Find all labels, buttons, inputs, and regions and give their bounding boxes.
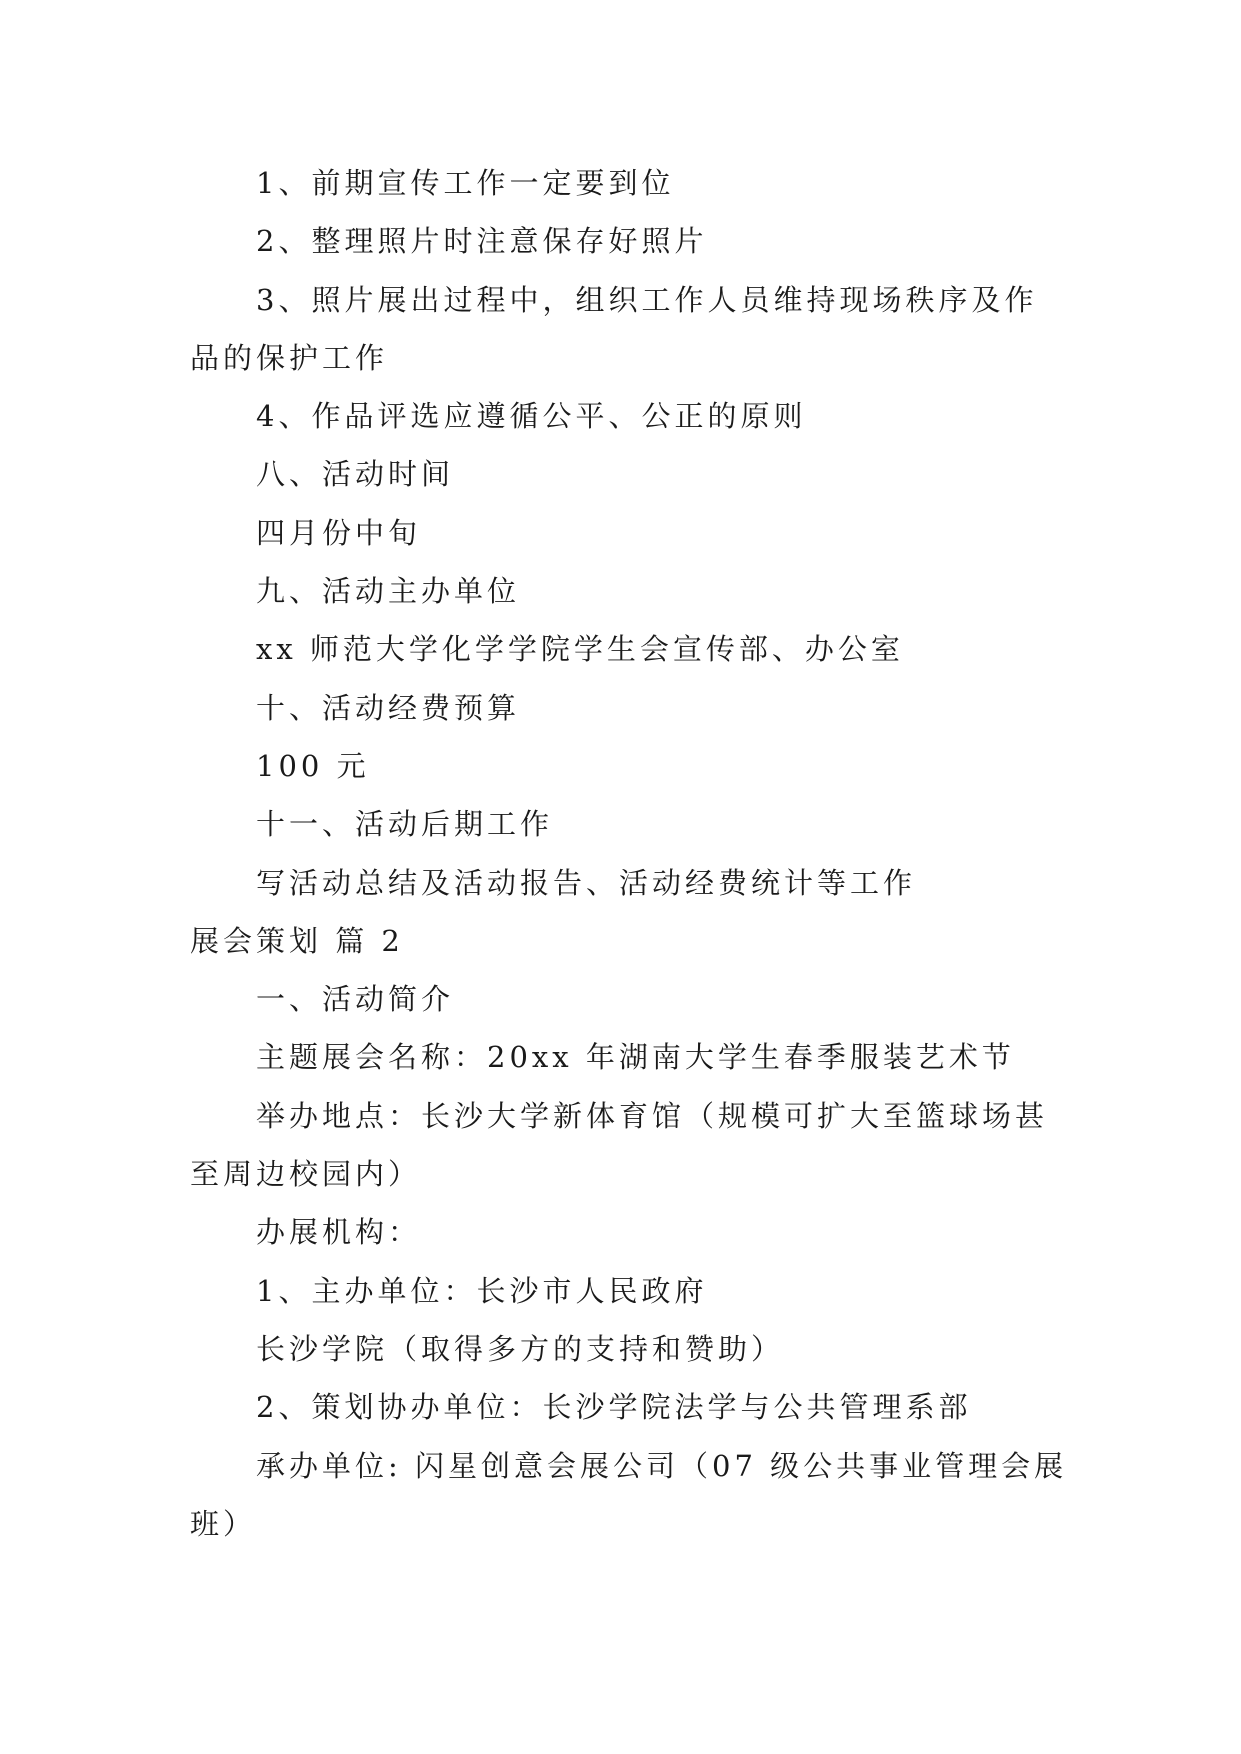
co-organizer-text: 2、策划协办单位：长沙学院法学与公共管理系部 bbox=[256, 1390, 972, 1425]
undertaker-text: 承办单位: 闪星创意会展公司（07 级公共事业管理会展 bbox=[256, 1448, 1068, 1483]
document-body bbox=[190, 154, 1068, 1553]
list-item-3-continued: 品的保护工作 bbox=[190, 340, 389, 375]
venue-text: 举办地点：长沙大学新体育馆（规模可扩大至篮球场甚 bbox=[256, 1098, 1049, 1133]
section-heading-budget: 十、活动经费预算 bbox=[256, 690, 521, 725]
section-heading-organizer: 九、活动主办单位 bbox=[256, 574, 521, 609]
activity-time-text: 四月份中旬 bbox=[256, 515, 422, 550]
budget-text: 100 元 bbox=[256, 748, 370, 783]
venue-text-continued: 至周边校园内） bbox=[190, 1157, 422, 1192]
list-item-3: 3、照片展出过程中，组织工作人员维持现场秩序及作 bbox=[256, 282, 1038, 317]
undertaker-text-continued: 班） bbox=[190, 1506, 257, 1541]
organizer-text: xx 师范大学化学学院学生会宣传部、办公室 bbox=[256, 632, 904, 667]
section-heading-intro: 一、活动简介 bbox=[256, 982, 455, 1017]
exhibition-name-text: 主题展会名称：20xx 年湖南大学生春季服装艺术节 bbox=[256, 1040, 1015, 1075]
list-item-1: 1、前期宣传工作一定要到位 bbox=[256, 166, 675, 200]
follow-up-text: 写活动总结及活动报告、活动经费统计等工作 bbox=[256, 865, 917, 900]
list-item-2: 2、整理照片时注意保存好照片 bbox=[256, 224, 708, 259]
organizing-bodies-label: 办展机构： bbox=[256, 1215, 422, 1250]
article-title: 展会策划 篇 2 bbox=[190, 923, 404, 958]
list-item-4: 4、作品评选应遵循公平、公正的原则 bbox=[256, 399, 807, 434]
section-heading-activity-time: 八、活动时间 bbox=[256, 457, 455, 492]
section-heading-follow-up: 十一、活动后期工作 bbox=[256, 807, 554, 842]
host-unit-secondary-text: 长沙学院（取得多方的支持和赞助） bbox=[256, 1331, 785, 1366]
host-unit-text: 1、主办单位：长沙市人民政府 bbox=[256, 1273, 708, 1308]
